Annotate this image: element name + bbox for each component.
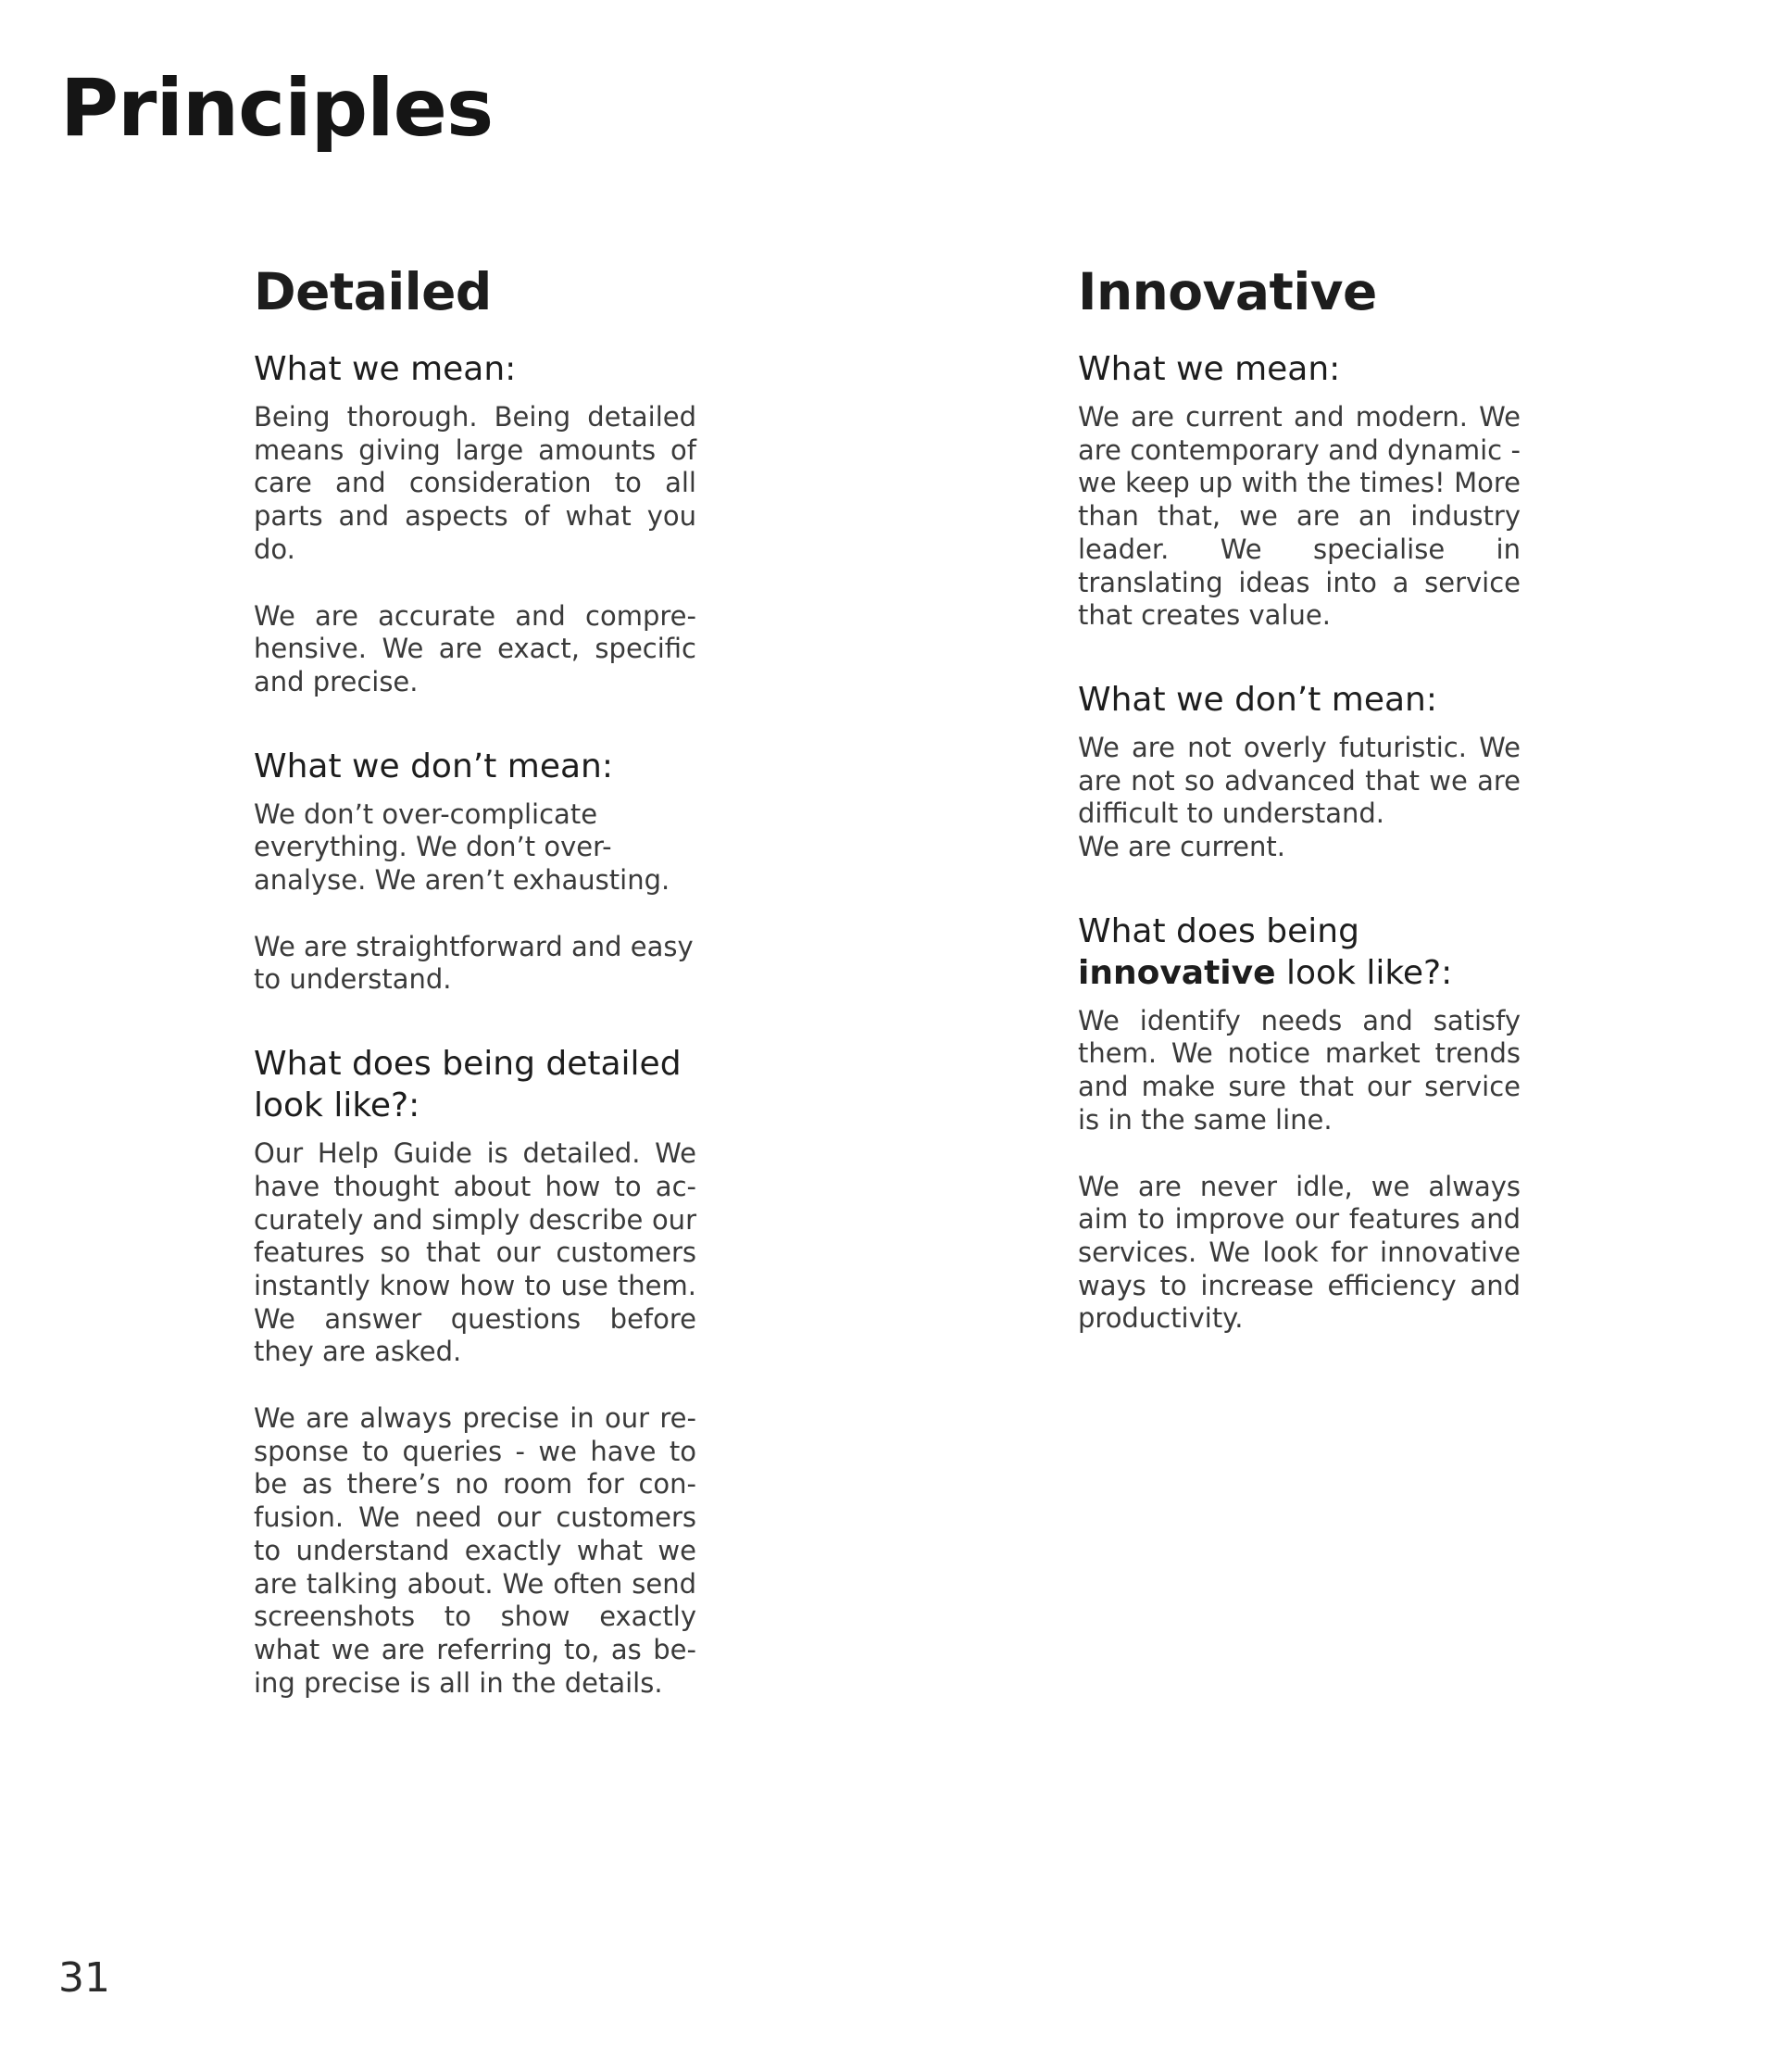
- detailed-title: Detailed: [254, 262, 492, 321]
- innovative-look-heading-post: look like?:: [1285, 953, 1453, 992]
- detailed-dont-paragraph: We are straightforward and easy to understand.: [254, 930, 694, 996]
- detailed-mean-paragraph: Being thorough. Being detailed means giving large amounts of care and consideration to all parts and aspects of what you do.: [254, 401, 696, 565]
- innovative-look-paragraph: We identify needs and satisfy them. We notice market trends and make sure that our service is in the same line.: [1078, 1004, 1521, 1136]
- innovative-dont-heading: What we don’t mean:: [1078, 680, 1437, 719]
- innovative-look-heading-bold: innovative: [1078, 953, 1276, 992]
- detailed-mean-paragraph: We are accurate and comprehensive. We are exact, specific and precise.: [254, 599, 696, 697]
- innovative-mean-paragraph: We are current and modern. We are contemporary and dynamic - we keep up with the times! More than that, we are an industry leader. We specialise in translating ideas into a service that creates value.: [1078, 401, 1521, 632]
- innovative-dont-paragraph: We are current.: [1078, 831, 1285, 863]
- page-title: Principles: [60, 62, 494, 155]
- detailed-column: [254, 250, 696, 1700]
- detailed-look-paragraph: We are always precise in our response to queries - we have to be as there’s no room for confusion. We need our customers to understand exactly what we are talking about. We often send screenshots to show exactly what we are referring to, as being precise is all in the details.: [254, 1402, 696, 1699]
- innovative-mean-heading: What we mean:: [1078, 350, 1341, 388]
- detailed-look-heading: What does being detailed look like?:: [254, 1045, 682, 1125]
- detailed-look-paragraph: Our Help Guide is detailed. We have thought about how to accurately and simply describe our features so that our customers instantly know how to use them. We answer questions before they are asked.: [254, 1137, 696, 1368]
- innovative-look-heading: [1078, 910, 1521, 994]
- innovative-dont-paragraph: We are not overly futuristic. We are not so advanced that we are difficult to understand.: [1078, 731, 1521, 830]
- innovative-title: Innovative: [1078, 262, 1377, 321]
- innovative-column: [1078, 250, 1521, 1336]
- detailed-dont-paragraph: We don’t over-complicate everything. We don’t over-analyse. We aren’t exhausting.: [254, 797, 670, 897]
- detailed-mean-heading: What we mean:: [254, 350, 517, 388]
- innovative-look-heading-pre: What does being: [1078, 911, 1359, 950]
- page-number: 31: [58, 1954, 110, 2002]
- innovative-look-paragraph: We are never idle, we always aim to improve our features and services. We look for innovative ways to increase efficiency and productivity.: [1078, 1170, 1521, 1335]
- detailed-dont-heading: What we don’t mean:: [254, 747, 613, 785]
